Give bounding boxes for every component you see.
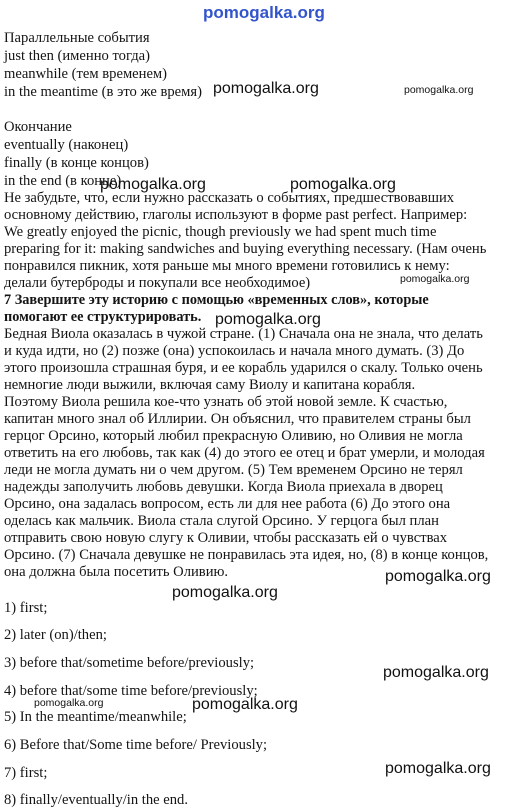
story-line: леди не могла думать ни о чем другом. (5) Тем временем Орсино не терял — [4, 462, 463, 478]
story-line: немногие люди выжили, включая саму Виолу и капитана корабля. — [4, 377, 416, 393]
story-line: ответить на его любовь, так как (4) до этого ее отец и брат умерли, и молодая — [4, 445, 485, 461]
task-heading-line: 7 Завершите эту историю с помощью «временных слов», которые — [4, 292, 429, 308]
intro-line: We greatly enjoyed the picnic, though previously we had spent much time — [4, 224, 437, 240]
intro-line: делали бутерброды и покупали все необходимое) — [4, 275, 311, 291]
watermark: pomogalka.org — [385, 568, 491, 585]
story-line: оделась как мальчик. Виола стала слугой Орсино. У герцога был план — [4, 513, 439, 529]
watermark: pomogalka.org — [290, 176, 396, 193]
intro-line: Параллельные события — [4, 30, 150, 46]
story-line: Поэтому Виола решила кое-что узнать об этой новой земле. К счастью, — [4, 394, 448, 410]
answer-item: 6) Before that/Some time before/ Previously; — [4, 737, 268, 753]
watermark: pomogalka.org — [400, 273, 470, 285]
answer-item: 4) before that/some time before/previously; — [4, 683, 258, 699]
story-line: капитан много знал об Иллирии. Он объяснил, что правителем страны был — [4, 411, 471, 427]
story-line: Орсино, она задалась вопросом, есть ли для нее работа (6) До этого она — [4, 496, 451, 512]
watermark: pomogalka.org — [172, 584, 278, 601]
intro-line: finally (в конце концов) — [4, 155, 149, 171]
story-line: этого произошла страшная буря, и ее корабль ударился о скалу. Только очень — [4, 360, 483, 376]
story-line: отправить свою новую слугу к Оливии, чтобы рассказать ей о чувствах — [4, 530, 448, 546]
story-line: надежды заполучить любовь девушки. Когда Виола приехала в дворец — [4, 479, 443, 495]
story-line: герцог Орсино, который любил прекрасную Оливию, но Оливия не могла — [4, 428, 463, 444]
watermark: pomogalka.org — [213, 80, 319, 97]
answer-item: 7) first; — [4, 765, 48, 781]
answer-item: 2) later (on)/then; — [4, 627, 107, 643]
intro-line: just then (именно тогда) — [4, 48, 150, 64]
answer-item: 1) first; — [4, 600, 48, 616]
watermark: pomogalka.org — [100, 176, 206, 193]
watermark: pomogalka.org — [383, 664, 489, 681]
answer-item: 5) In the meantime/meanwhile; — [4, 709, 187, 725]
top-watermark: pomogalka.org — [203, 3, 325, 22]
story-line: она должна была посетить Оливию. — [4, 564, 229, 580]
intro-line: preparing for it: making sandwiches and buying everything necessary. (Нам очень — [4, 241, 487, 257]
intro-line: eventually (наконец) — [4, 137, 129, 153]
intro-line: in the end (в конце) — [4, 173, 122, 189]
story-line: Бедная Виола оказалась в чужой стране. (1) Сначала она не знала, что делать — [4, 326, 483, 342]
watermark: pomogalka.org — [192, 696, 298, 713]
watermark: pomogalka.org — [404, 84, 474, 96]
intro-line: in the meantime (в это же время) — [4, 84, 202, 100]
intro-line: Окончание — [4, 119, 72, 135]
answer-item: 8) finally/eventually/in the end. — [4, 792, 188, 808]
intro-line: основному действию, глаголы используют в форме past perfect. Например: — [4, 207, 468, 223]
story-line: и куда идти, но (2) позже (она) успокоилась и начала много думать. (3) До — [4, 343, 465, 359]
watermark: pomogalka.org — [385, 760, 491, 777]
intro-line: понравился пикник, хотя раньше мы много времени готовились к нему: — [4, 258, 450, 274]
answer-item: 3) before that/sometime before/previously; — [4, 655, 255, 671]
watermark: pomogalka.org — [215, 311, 321, 328]
task-heading-line: помогают ее структурировать. — [4, 309, 202, 325]
watermark: pomogalka.org — [34, 697, 104, 709]
story-line: Орсино. (7) Сначала девушке не понравилась эта идея, но, (8) в конце концов, — [4, 547, 489, 563]
intro-line: meanwhile (тем временем) — [4, 66, 168, 82]
intro-line: Не забудьте, что, если нужно рассказать о событиях, предшествовавших — [4, 190, 455, 206]
